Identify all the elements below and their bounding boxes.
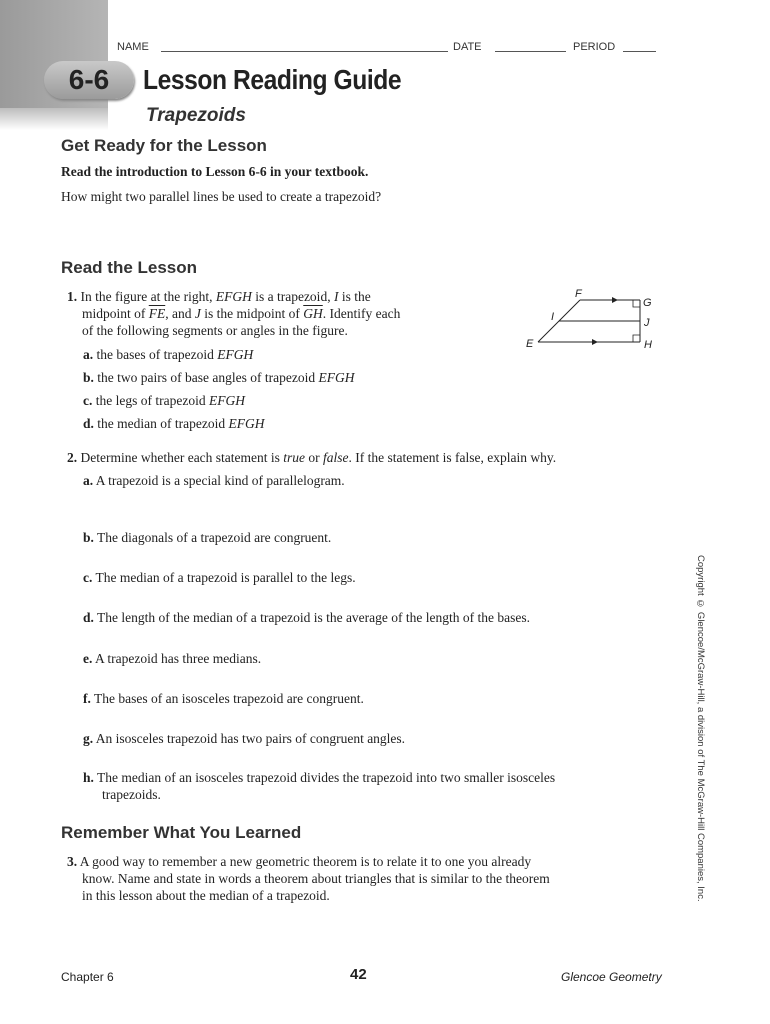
period-field-line[interactable]	[623, 51, 656, 52]
q2-item-h: h. The median of an isosceles trapezoid divides the trapezoid into two smaller isosceles trapezoids.	[83, 770, 556, 802]
q2-item-g: g. An isosceles trapezoid has two pairs of congruent angles.	[83, 731, 406, 746]
question-1-line-1: 1. In the figure at the right, EFGH is a trapezoid, I is the	[67, 289, 371, 304]
question-1	[67, 288, 487, 339]
copyright-notice: Copyright © Glencoe/McGraw-Hill, a division of The McGraw-Hill Companies, Inc.	[695, 555, 706, 902]
question-1-line-3: of the following segments or angles in the figure.	[82, 323, 348, 338]
page-title: Lesson Reading Guide	[143, 64, 402, 95]
corner-tab-shadow	[0, 108, 108, 130]
get-ready-instruction: Read the introduction to Lesson 6-6 in your textbook.	[61, 164, 369, 179]
date-field-line[interactable]	[495, 51, 566, 52]
q1-item-a: a. the bases of trapezoid EFGH	[83, 347, 254, 362]
q2-item-f: f. The bases of an isosceles trapezoid are congruent.	[83, 691, 364, 706]
q2-item-b: b. The diagonals of a trapezoid are congruent.	[83, 530, 332, 545]
q1-item-c: c. the legs of trapezoid EFGH	[83, 393, 245, 408]
label-e: E	[526, 338, 534, 350]
footer-book-title: Glencoe Geometry	[561, 970, 662, 984]
remember-heading: Remember What You Learned	[61, 823, 302, 842]
footer-chapter: Chapter 6	[61, 970, 114, 984]
label-g: G	[643, 297, 652, 309]
label-h: H	[644, 339, 652, 350]
label-j: J	[644, 317, 650, 329]
question-2: 2. Determine whether each statement is true or false. If the statement is false, explain why.	[67, 450, 557, 465]
get-ready-question: How might two parallel lines be used to create a trapezoid?	[61, 189, 382, 204]
read-lesson-heading: Read the Lesson	[61, 258, 198, 277]
label-f: F	[575, 288, 582, 300]
q1-item-b: b. the two pairs of base angles of trapezoid EFGH	[83, 370, 355, 385]
parallel-arrow-bottom	[592, 339, 598, 345]
lesson-number: 6-6	[68, 64, 110, 95]
get-ready-heading: Get Ready for the Lesson	[61, 136, 267, 155]
q2-item-e: e. A trapezoid has three medians.	[83, 651, 262, 666]
lesson-number-badge	[44, 61, 134, 99]
q2-item-d: d. The length of the median of a trapezoid is the average of the length of the bases.	[83, 610, 530, 625]
right-angle-g	[633, 300, 640, 307]
date-label: DATE	[453, 41, 482, 53]
question-3: 3. A good way to remember a new geometric theorem is to relate it to one you already know. Name and state in words a theorem about triangles that is similar to the theorem in this lesson about the median of a trapezoid.	[67, 854, 550, 903]
name-field-line[interactable]	[161, 51, 448, 52]
trapezoid-figure	[520, 288, 660, 350]
period-label: PERIOD	[573, 41, 616, 53]
question-1-line-2: midpoint of $\overline{FE}$, and J is the midpoint of $\overline{GH}$. Identify each	[82, 306, 401, 321]
page-number: 42	[350, 966, 367, 983]
right-angle-h	[633, 335, 640, 342]
name-label: NAME	[117, 41, 149, 53]
q2-item-c: c. The median of a trapezoid is parallel to the legs.	[83, 570, 356, 585]
label-i: I	[551, 311, 555, 323]
parallel-arrow-top	[612, 297, 618, 303]
q1-item-d: d. the median of trapezoid EFGH	[83, 416, 265, 431]
q2-item-a: a. A trapezoid is a special kind of parallelogram.	[83, 473, 345, 488]
page-subtitle: Trapezoids	[146, 105, 246, 126]
